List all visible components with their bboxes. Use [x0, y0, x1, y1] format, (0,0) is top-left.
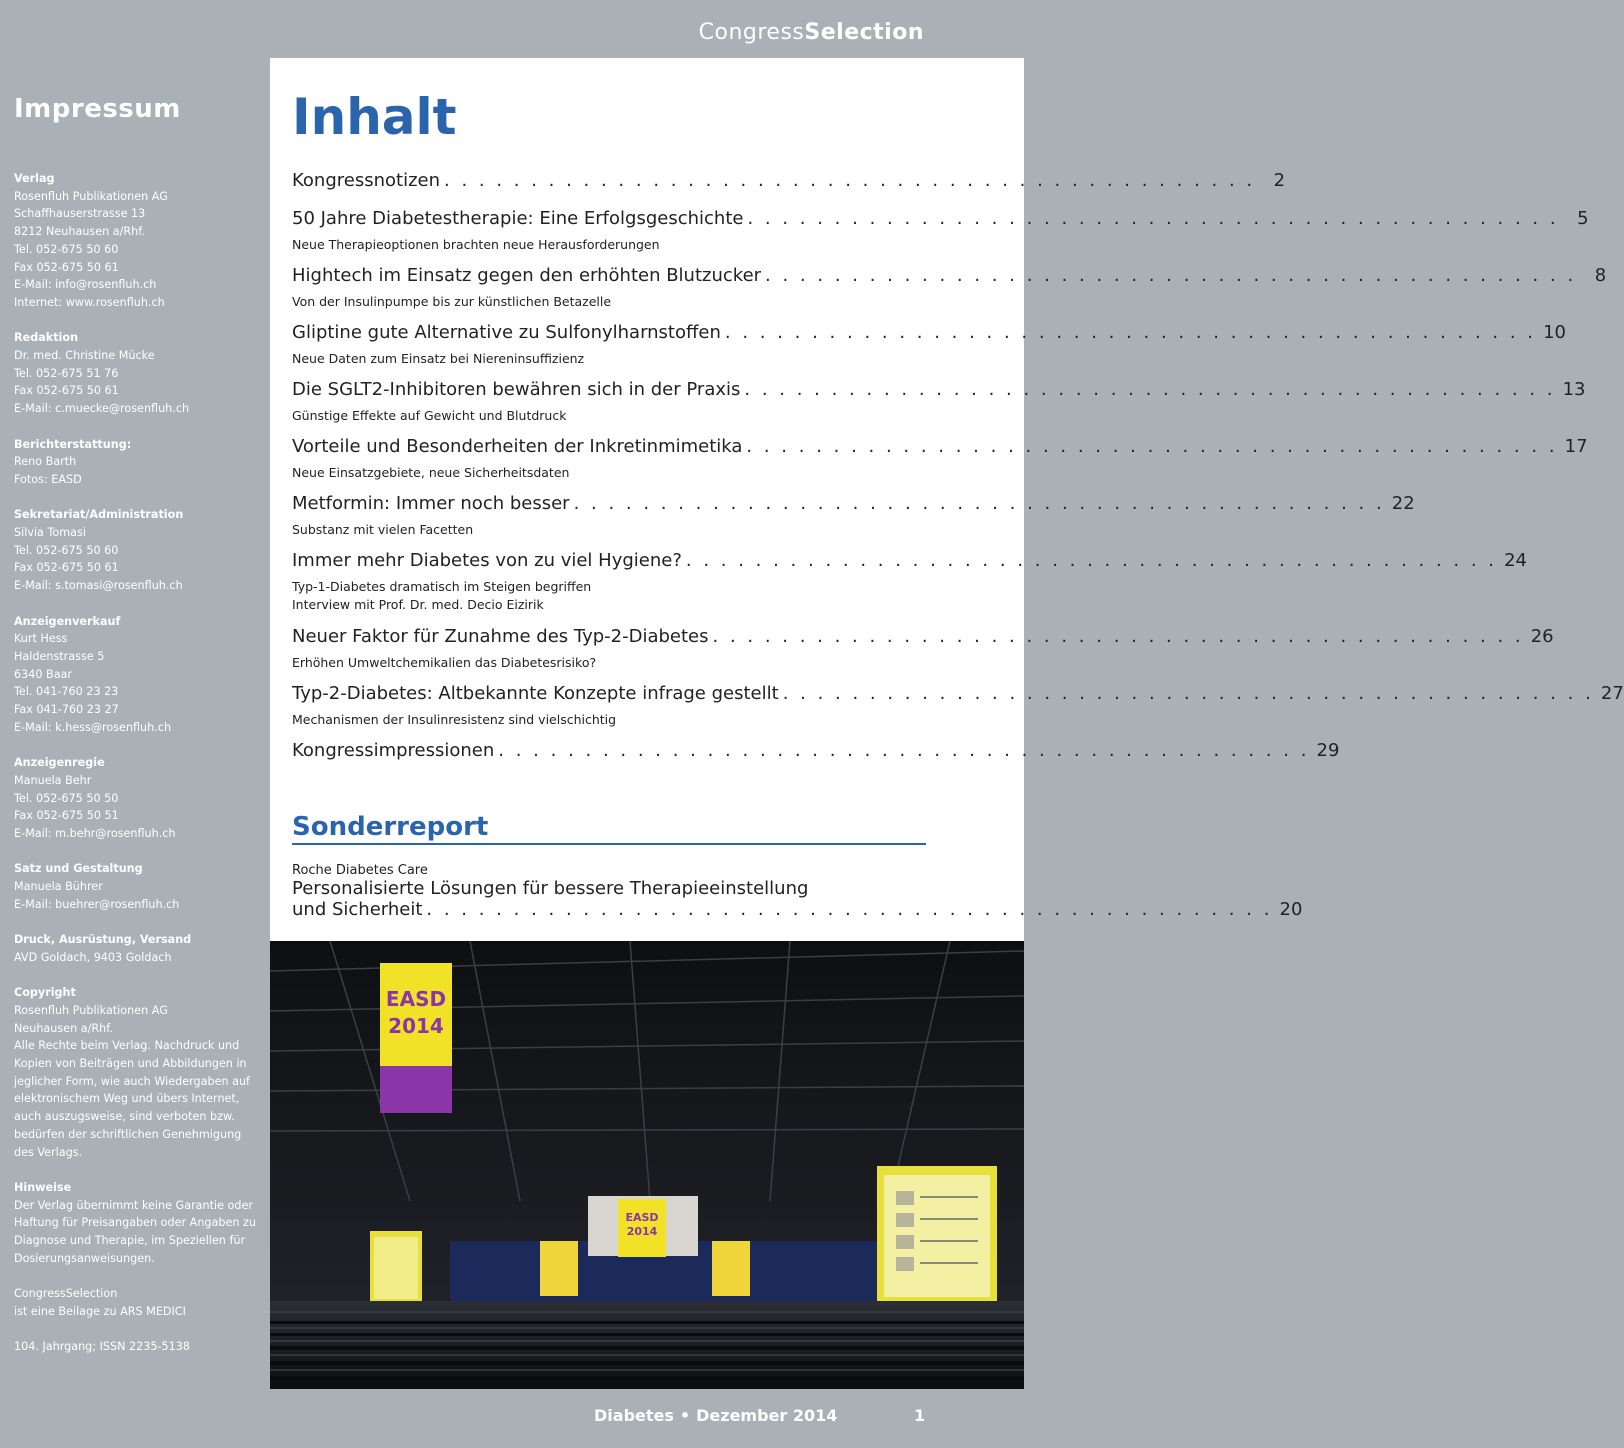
toc-entry-title: 50 Jahre Diabetestherapie: Eine Erfolgsgeschichte [292, 208, 744, 229]
impressum-section [14, 931, 259, 966]
impressum-line: Kopien von Beiträgen und Abbildungen in [14, 1057, 247, 1071]
toc-dot-leader: . . . . . . . . . . . . . . . . . . . . . . . . . . . . . . . . . . . . . . . . . . . . . . . [573, 493, 1385, 514]
svg-text:2014: 2014 [626, 1225, 658, 1238]
toc-page-number: 5 [1577, 208, 1589, 229]
toc-entry[interactable] [292, 208, 1589, 254]
footer-issue [594, 1406, 837, 1425]
toc-entry[interactable] [292, 493, 1415, 539]
impressum-line: jeglicher Form, wie auch Wiedergaben auf [14, 1074, 250, 1088]
toc-dot-leader: . . . . . . . . . . . . . . . . . . . . . . . . . . . . . . . . . . . . . . . . . . . . . . . [782, 683, 1594, 704]
toc-entry-subtitle: Interview mit Prof. Dr. med. Decio Eizirik [292, 597, 544, 612]
toc-page-number: 22 [1391, 493, 1415, 514]
impressum-line: E-Mail: buehrer@rosenfluh.ch [14, 897, 180, 911]
toc-page-number: 29 [1316, 740, 1340, 761]
footer-bullet: • [679, 1406, 691, 1425]
sonderreport-rule [292, 843, 926, 845]
impressum-line: Fax 052-675 50 61 [14, 384, 119, 398]
impressum-line: Tel. 041-760 23 23 [14, 685, 119, 699]
impressum-line: E-Mail: k.hess@rosenfluh.ch [14, 720, 172, 734]
impressum-line: Internet: www.rosenfluh.ch [14, 295, 165, 309]
impressum-line: Neuhausen a/Rhf. [14, 1021, 113, 1035]
impressum-line: Tel. 052-675 50 50 [14, 791, 119, 805]
sonderreport-title-line1: Personalisierte Lösungen für bessere Therapieeinstellung [292, 878, 809, 899]
impressum-section [14, 754, 259, 843]
toc-entry-title: Metformin: Immer noch besser [292, 493, 570, 514]
toc-entry[interactable] [292, 265, 1607, 311]
toc-entry-title: Hightech im Einsatz gegen den erhöhten Blutzucker [292, 265, 762, 286]
impressum-section [14, 506, 259, 595]
brand-part-congress: Congress [698, 20, 805, 45]
impressum-section [14, 984, 259, 1161]
impressum-line: Der Verlag übernimmt keine Garantie oder [14, 1198, 253, 1212]
impressum-section-heading: Berichterstattung: [14, 437, 132, 451]
toc-dot-leader: . . . . . . . . . . . . . . . . . . . . . . . . . . . . . . . . . . . . . . . . . . . . . . . . . [426, 899, 1273, 920]
impressum-line: Rosenfluh Publikationen AG [14, 1003, 168, 1017]
toc-dot-leader: . . . . . . . . . . . . . . . . . . . . . . . . . . . . . . . . . . . . . . . . . . . . . . . [746, 436, 1558, 457]
contents-title: Inhalt [292, 88, 457, 146]
toc-entry[interactable] [292, 170, 1286, 198]
toc-entry[interactable] [292, 436, 1588, 482]
impressum-line: Tel. 052-675 50 60 [14, 543, 119, 557]
impressum-line: bedürfen der schriftlichen Genehmigung [14, 1127, 242, 1141]
impressum-line: Fax 041-760 23 27 [14, 703, 119, 717]
footer-issue-date: Dezember 2014 [696, 1406, 838, 1425]
toc-entry-title: Kongressimpressionen [292, 740, 495, 761]
impressum-section [14, 860, 259, 913]
toc-entry[interactable] [292, 626, 1554, 672]
impressum-line: Manuela Behr [14, 773, 92, 787]
brand-logo [699, 20, 924, 45]
impressum-line: Haldenstrasse 5 [14, 649, 105, 663]
toc-entry-subtitle: Typ-1-Diabetes dramatisch im Steigen begriffen [292, 579, 592, 594]
svg-text:EASD: EASD [625, 1211, 659, 1224]
toc-page-number: 27 [1600, 683, 1624, 704]
impressum-section [14, 1285, 259, 1320]
impressum-line: ist eine Beilage zu ARS MEDICI [14, 1304, 186, 1318]
impressum-line: Diagnose und Therapie, im Speziellen für [14, 1234, 246, 1248]
impressum-line: Rosenfluh Publikationen AG [14, 189, 168, 203]
toc-entry-subtitle: Neue Therapieoptionen brachten neue Herausforderungen [292, 237, 660, 252]
impressum-line: Schaffhauserstrasse 13 [14, 207, 146, 221]
impressum-section-heading: Redaktion [14, 331, 79, 345]
sonderreport-page-number: 20 [1279, 899, 1303, 920]
toc-entry-subtitle: Von der Insulinpumpe bis zur künstlichen Betazelle [292, 294, 612, 309]
toc-entry-subtitle: Substanz mit vielen Facetten [292, 522, 474, 537]
impressum-line: 104. Jahrgang; ISSN 2235-5138 [14, 1340, 190, 1354]
impressum-line: Fotos: EASD [14, 472, 82, 486]
impressum-section-heading: Druck, Ausrüstung, Versand [14, 933, 192, 947]
impressum-section-heading: Sekretariat/Administration [14, 508, 184, 522]
toc-page-number: 10 [1543, 322, 1567, 343]
toc-entry-subtitle: Günstige Effekte auf Gewicht und Blutdruck [292, 408, 567, 423]
toc-entry-subtitle: Mechanismen der Insulinresistenz sind vielschichtig [292, 712, 617, 727]
impressum-line: Fax 052-675 50 61 [14, 561, 119, 575]
toc-entry[interactable] [292, 740, 1340, 768]
svg-text:EASD: EASD [385, 987, 447, 1011]
toc-dot-leader: . . . . . . . . . . . . . . . . . . . . . . . . . . . . . . . . . . . . . . . . . . . . . . . [712, 626, 1524, 647]
impressum-line: auch auszugsweise, sind verboten bzw. [14, 1110, 235, 1124]
svg-text:2014: 2014 [388, 1014, 444, 1038]
impressum-line: Manuela Bührer [14, 880, 103, 894]
impressum-line: E-Mail: s.tomasi@rosenfluh.ch [14, 579, 183, 593]
toc-page-number: 24 [1504, 550, 1528, 571]
impressum-line: 6340 Baar [14, 667, 73, 681]
toc-entry-title: Neuer Faktor für Zunahme des Typ-2-Diabetes [292, 626, 709, 647]
toc-entry[interactable] [292, 683, 1624, 729]
toc-page-number: 2 [1273, 170, 1286, 191]
impressum-line: Fax 052-675 50 51 [14, 809, 119, 823]
toc-dot-leader: . . . . . . . . . . . . . . . . . . . . . . . . . . . . . . . . . . . . . . . . . . . . . . . [765, 265, 1577, 286]
sonderreport-entry[interactable] [292, 862, 1303, 921]
conference-hall-illustration [270, 941, 1024, 1389]
impressum-line: AVD Goldach, 9403 Goldach [14, 950, 172, 964]
impressum-section-heading: Copyright [14, 986, 76, 1000]
impressum-line: E-Mail: m.behr@rosenfluh.ch [14, 826, 176, 840]
impressum-line: Kurt Hess [14, 632, 68, 646]
toc-page-number: 17 [1564, 436, 1588, 457]
footer-page-number: 1 [914, 1406, 926, 1425]
impressum-section [14, 436, 259, 489]
toc-entry-title: Immer mehr Diabetes von zu viel Hygiene? [292, 550, 682, 571]
impressum-title: Impressum [14, 94, 181, 124]
impressum-line: 8212 Neuhausen a/Rhf. [14, 225, 145, 239]
sonderreport-title: Sonderreport [292, 812, 489, 842]
toc-entry-subtitle: Neue Einsatzgebiete, neue Sicherheitsdaten [292, 465, 570, 480]
impressum-line: Silvia Tomasi [14, 526, 86, 540]
toc-dot-leader: . . . . . . . . . . . . . . . . . . . . . . . . . . . . . . . . . . . . . . . . . . . . . . . [744, 379, 1556, 400]
impressum-line: Fax 052-675 50 61 [14, 260, 119, 274]
conference-photo [270, 941, 1024, 1389]
impressum-line: des Verlags. [14, 1145, 83, 1159]
toc-entry[interactable] [292, 379, 1586, 425]
toc-entry-subtitle: Erhöhen Umweltchemikalien das Diabetesrisiko? [292, 655, 597, 670]
impressum-line: elektronischem Weg und übers Internet, [14, 1092, 240, 1106]
footer-publication: Diabetes [594, 1406, 674, 1425]
toc-dot-leader: . . . . . . . . . . . . . . . . . . . . . . . . . . . . . . . . . . . . . . . . . . . . . . . [444, 170, 1256, 191]
easd-banner [380, 963, 452, 1113]
impressum-section-heading: Verlag [14, 172, 55, 185]
impressum-line: Tel. 052-675 50 60 [14, 242, 119, 256]
toc-entry-title: Gliptine gute Alternative zu Sulfonylharnstoffen [292, 322, 721, 343]
impressum-line: Reno Barth [14, 455, 77, 469]
impressum-line: E-Mail: info@rosenfluh.ch [14, 278, 157, 292]
impressum-section-heading: Hinweise [14, 1180, 72, 1194]
impressum-line: CongressSelection [14, 1287, 118, 1301]
toc-dot-leader: . . . . . . . . . . . . . . . . . . . . . . . . . . . . . . . . . . . . . . . . . . . . . . . [498, 740, 1310, 761]
toc-dot-leader: . . . . . . . . . . . . . . . . . . . . . . . . . . . . . . . . . . . . . . . . . . . . . . . [724, 322, 1537, 343]
toc-page-number: 13 [1562, 379, 1586, 400]
impressum-section-heading: Satz und Gestaltung [14, 862, 143, 876]
toc-page-number: 8 [1594, 265, 1607, 286]
impressum-line: Tel. 052-675 51 76 [14, 366, 119, 380]
impressum-column [14, 170, 259, 1374]
impressum-section [14, 1179, 259, 1268]
impressum-section [14, 329, 259, 418]
impressum-line: Dr. med. Christine Mücke [14, 349, 155, 363]
impressum-line: Dosierungsanweisungen. [14, 1251, 155, 1265]
impressum-section [14, 613, 259, 737]
impressum-line: E-Mail: c.muecke@rosenfluh.ch [14, 402, 190, 416]
toc-dot-leader: . . . . . . . . . . . . . . . . . . . . . . . . . . . . . . . . . . . . . . . . . . . . . . . [747, 208, 1559, 229]
sonderreport-title-line2: und Sicherheit [292, 899, 423, 920]
toc-entry-title: Kongressnotizen [292, 170, 440, 191]
impressum-section-heading: Anzeigenverkauf [14, 614, 121, 628]
toc-entry-title: Typ-2-Diabetes: Altbekannte Konzepte infrage gestellt [292, 683, 779, 704]
impressum-line: Haftung für Preisangaben oder Angaben zu [14, 1216, 256, 1230]
toc-entry-title: Die SGLT2-Inhibitoren bewähren sich in der Praxis [292, 379, 741, 400]
impressum-section [14, 170, 259, 312]
toc-dot-leader: . . . . . . . . . . . . . . . . . . . . . . . . . . . . . . . . . . . . . . . . . . . . . . . [685, 550, 1498, 571]
toc-entry[interactable] [292, 550, 1528, 614]
toc-entry-subtitle: Neue Daten zum Einsatz bei Niereninsuffizienz [292, 351, 585, 366]
brand-part-selection: Selection [804, 20, 924, 45]
toc-page-number: 26 [1530, 626, 1554, 647]
impressum-section [14, 1338, 259, 1356]
toc-entry-title: Vorteile und Besonderheiten der Inkretinmimetika [292, 436, 743, 457]
sonderreport-sponsor: Roche Diabetes Care [292, 863, 428, 878]
toc-entry[interactable] [292, 322, 1567, 368]
impressum-line: Alle Rechte beim Verlag. Nachdruck und [14, 1039, 240, 1053]
impressum-section-heading: Anzeigenregie [14, 756, 105, 770]
